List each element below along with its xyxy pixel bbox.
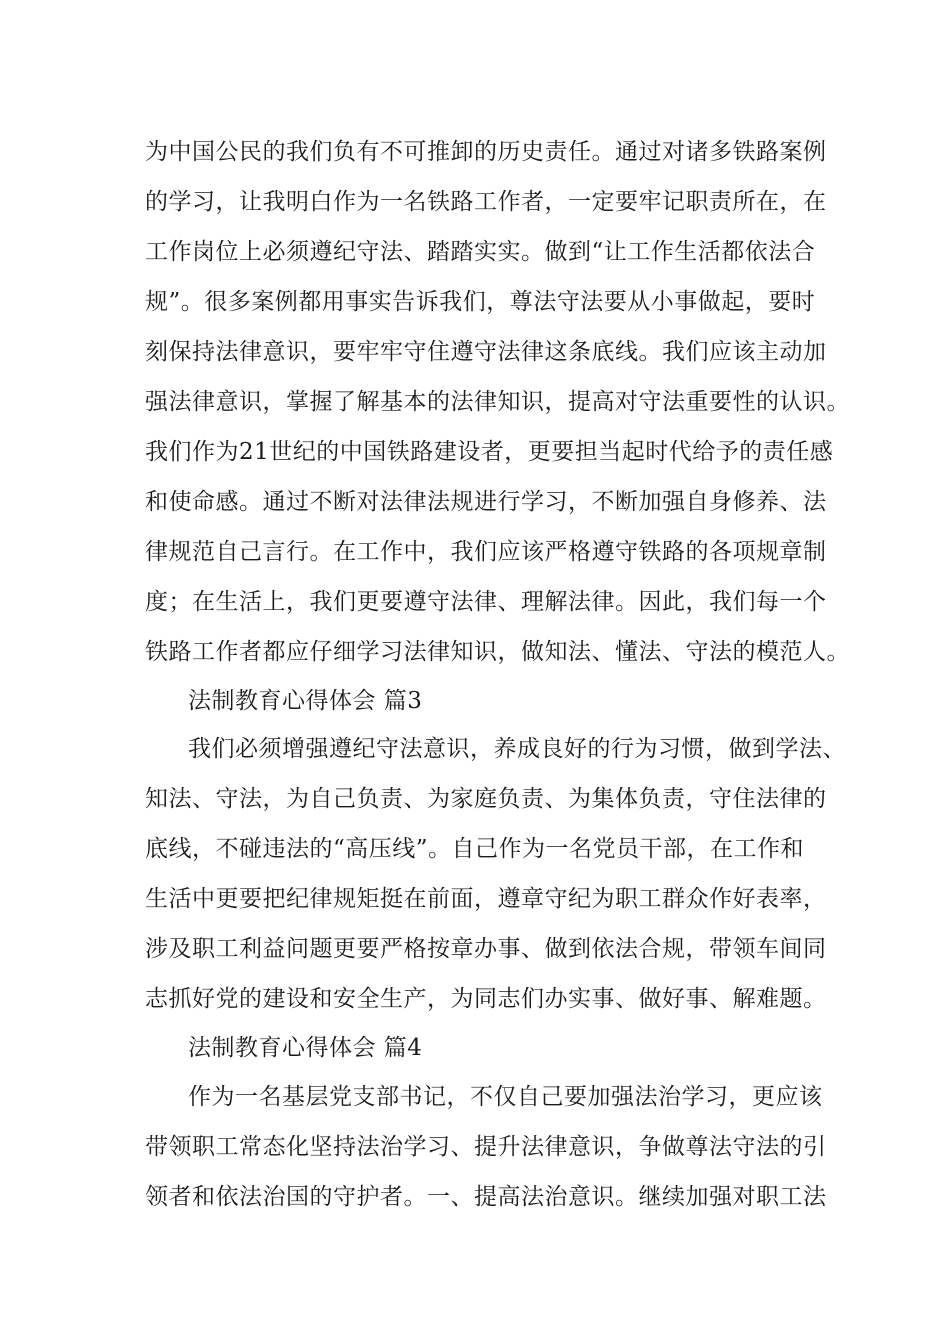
paragraph-line: 律规范自己言行。在工作中，我们应该严格遵守铁路的各项规章制 <box>145 539 827 565</box>
paragraph-line: 底线，不碰违法的“高压线”。自己作为一名党员干部，在工作和 <box>145 836 805 862</box>
paragraph-line: 的学习，让我明白作为一名铁路工作者，一定要牢记职责所在，在 <box>145 189 827 215</box>
paragraph-line: 作为一名基层党支部书记，不仅自己要加强法治学习，更应该 <box>188 1084 823 1110</box>
paragraph-line: 生活中更要把纪律规矩挺在前面，遵章守纪为职工群众作好表率， <box>145 886 827 912</box>
paragraph-line: 强法律意识，掌握了解基本的法律知识，提高对守法重要性的认识。 <box>145 389 850 415</box>
paragraph-line: 领者和依法治国的守护者。一、提高法治意识。继续加强对职工法 <box>145 1184 827 1210</box>
paragraph-line: 带领职工常态化坚持法治学习、提升法律意识，争做尊法守法的引 <box>145 1134 827 1160</box>
paragraph-line: 工作岗位上必须遵纪守法、踏踏实实。做到“让工作生活都依法合 <box>145 239 816 265</box>
paragraph-line: 我们作为21世纪的中国铁路建设者，更要担当起时代给予的责任感 <box>145 439 834 465</box>
section-heading: 法制教育心得体会 篇3 <box>188 688 423 714</box>
paragraph-line: 知法、守法，为自己负责、为家庭负责、为集体负责，守住法律的 <box>145 786 827 812</box>
paragraph-line: 铁路工作者都应仔细学习法律知识，做知法、懂法、守法的模范人。 <box>145 639 850 665</box>
paragraph-line: 和使命感。通过不断对法律法规进行学习，不断加强自身修养、法 <box>145 489 827 515</box>
paragraph-line: 为中国公民的我们负有不可推卸的历史责任。通过对诸多铁路案例 <box>145 139 827 165</box>
paragraph-line: 规”。很多案例都用事实告诉我们，尊法守法要从小事做起，要时 <box>145 289 816 315</box>
paragraph-line: 志抓好党的建设和安全生产，为同志们办实事、做好事、解难题。 <box>145 986 827 1012</box>
section-heading: 法制教育心得体会 篇4 <box>188 1035 423 1061</box>
paragraph-line: 度；在生活上，我们更要遵守法律、理解法律。因此，我们每一个 <box>145 589 827 615</box>
paragraph-line: 刻保持法律意识，要牢牢守住遵守法律这条底线。我们应该主动加 <box>145 339 827 365</box>
paragraph-line: 涉及职工利益问题更要严格按章办事、做到依法合规，带领车间同 <box>145 936 827 962</box>
paragraph-line: 我们必须增强遵纪守法意识，养成良好的行为习惯，做到学法、 <box>188 736 846 762</box>
